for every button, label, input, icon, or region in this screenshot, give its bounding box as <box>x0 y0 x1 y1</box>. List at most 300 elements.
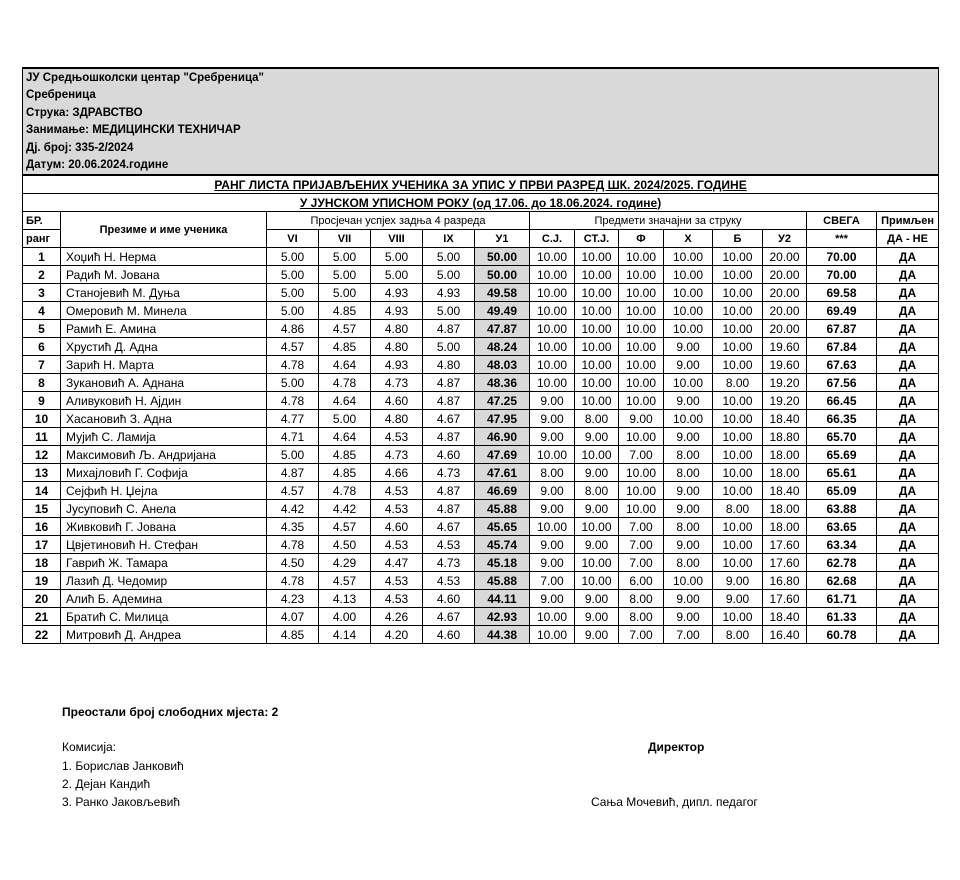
cell-h: 8.00 <box>664 464 713 482</box>
cell-u2: 18.00 <box>763 464 807 482</box>
cell-u1: 47.61 <box>475 464 530 482</box>
cell-u1: 45.65 <box>475 518 530 536</box>
cell-h: 10.00 <box>664 284 713 302</box>
col-rank-top: БР. <box>23 212 61 230</box>
cell-u2: 18.40 <box>763 482 807 500</box>
cell-name: Рамић Е. Амина <box>61 320 267 338</box>
cell-viii: 4.26 <box>371 608 423 626</box>
cell-b: 10.00 <box>713 536 763 554</box>
cell-b: 10.00 <box>713 338 763 356</box>
cell-sj: 9.00 <box>530 428 575 446</box>
doc-date: Датум: 20.06.2024.године <box>23 157 939 176</box>
cell-ix: 4.73 <box>423 554 475 572</box>
cell-vii: 4.00 <box>319 608 371 626</box>
table-row <box>23 356 939 374</box>
cell-rank: 15 <box>23 500 61 518</box>
cell-vii: 4.64 <box>319 392 371 410</box>
cell-rank: 20 <box>23 590 61 608</box>
cell-sj: 9.00 <box>530 392 575 410</box>
cell-ix: 4.53 <box>423 572 475 590</box>
cell-ix: 4.67 <box>423 518 475 536</box>
col-accepted-top: Примљен <box>877 212 939 230</box>
cell-vii: 5.00 <box>319 266 371 284</box>
cell-h: 9.00 <box>664 536 713 554</box>
cell-f: 10.00 <box>619 248 664 266</box>
table-row <box>23 320 939 338</box>
cell-accepted: ДА <box>877 284 939 302</box>
col-ix: IX <box>423 230 475 248</box>
cell-rank: 11 <box>23 428 61 446</box>
cell-sj: 9.00 <box>530 410 575 428</box>
cell-b: 10.00 <box>713 554 763 572</box>
cell-ix: 4.60 <box>423 590 475 608</box>
col-total-top: СВЕГА <box>807 212 877 230</box>
cell-u2: 19.20 <box>763 374 807 392</box>
cell-u2: 17.60 <box>763 554 807 572</box>
cell-sj: 9.00 <box>530 482 575 500</box>
cell-stj: 10.00 <box>575 302 619 320</box>
cell-b: 10.00 <box>713 266 763 284</box>
cell-u2: 20.00 <box>763 284 807 302</box>
cell-rank: 12 <box>23 446 61 464</box>
cell-vi: 4.78 <box>267 392 319 410</box>
cell-h: 9.00 <box>664 338 713 356</box>
city: Сребреница <box>23 87 939 105</box>
cell-u1: 49.58 <box>475 284 530 302</box>
cell-total: 67.84 <box>807 338 877 356</box>
cell-f: 8.00 <box>619 608 664 626</box>
cell-name: Митровић Д. Андреа <box>61 626 267 644</box>
cell-u1: 46.69 <box>475 482 530 500</box>
col-subj-group: Предмети значајни за струку <box>530 212 807 230</box>
cell-h: 8.00 <box>664 518 713 536</box>
cell-rank: 14 <box>23 482 61 500</box>
cell-h: 9.00 <box>664 500 713 518</box>
cell-u1: 44.11 <box>475 590 530 608</box>
occupation: Занимање: МЕДИЦИНСКИ ТЕХНИЧАР <box>23 122 939 140</box>
cell-sj: 9.00 <box>530 590 575 608</box>
cell-vi: 4.71 <box>267 428 319 446</box>
table-row <box>23 338 939 356</box>
cell-viii: 4.66 <box>371 464 423 482</box>
field: Струка: ЗДРАВСТВО <box>23 104 939 122</box>
cell-vii: 5.00 <box>319 248 371 266</box>
col-vi: VI <box>267 230 319 248</box>
cell-vii: 4.14 <box>319 626 371 644</box>
cell-accepted: ДА <box>877 320 939 338</box>
cell-rank: 9 <box>23 392 61 410</box>
cell-vi: 5.00 <box>267 284 319 302</box>
cell-b: 8.00 <box>713 626 763 644</box>
cell-stj: 9.00 <box>575 500 619 518</box>
cell-viii: 4.53 <box>371 590 423 608</box>
cell-total: 67.56 <box>807 374 877 392</box>
table-row <box>23 608 939 626</box>
cell-h: 10.00 <box>664 302 713 320</box>
cell-name: Омеровић М. Минела <box>61 302 267 320</box>
cell-name: Сејфић Н. Џејла <box>61 482 267 500</box>
cell-stj: 10.00 <box>575 248 619 266</box>
commission-member: 1. Борислав Јанковић <box>62 759 184 773</box>
cell-u1: 47.95 <box>475 410 530 428</box>
col-b: Б <box>713 230 763 248</box>
cell-b: 10.00 <box>713 302 763 320</box>
cell-rank: 18 <box>23 554 61 572</box>
cell-vi: 4.86 <box>267 320 319 338</box>
cell-total: 69.58 <box>807 284 877 302</box>
cell-u2: 17.60 <box>763 590 807 608</box>
cell-vii: 4.85 <box>319 464 371 482</box>
cell-accepted: ДА <box>877 338 939 356</box>
cell-stj: 10.00 <box>575 266 619 284</box>
cell-stj: 10.00 <box>575 392 619 410</box>
cell-stj: 10.00 <box>575 356 619 374</box>
cell-viii: 4.73 <box>371 374 423 392</box>
cell-ix: 5.00 <box>423 338 475 356</box>
cell-vii: 4.13 <box>319 590 371 608</box>
cell-viii: 4.53 <box>371 536 423 554</box>
cell-u2: 19.20 <box>763 392 807 410</box>
cell-u2: 16.40 <box>763 626 807 644</box>
cell-u2: 18.00 <box>763 518 807 536</box>
cell-u2: 18.00 <box>763 446 807 464</box>
cell-h: 9.00 <box>664 590 713 608</box>
table-row <box>23 500 939 518</box>
cell-f: 10.00 <box>619 284 664 302</box>
cell-name: Хоџић Н. Нерма <box>61 248 267 266</box>
cell-stj: 9.00 <box>575 428 619 446</box>
cell-u1: 48.24 <box>475 338 530 356</box>
cell-vii: 4.85 <box>319 446 371 464</box>
cell-rank: 5 <box>23 320 61 338</box>
cell-accepted: ДА <box>877 590 939 608</box>
cell-viii: 4.80 <box>371 410 423 428</box>
cell-viii: 4.93 <box>371 284 423 302</box>
cell-vi: 4.42 <box>267 500 319 518</box>
cell-ix: 4.87 <box>423 482 475 500</box>
cell-stj: 9.00 <box>575 626 619 644</box>
cell-viii: 4.53 <box>371 572 423 590</box>
cell-u1: 45.74 <box>475 536 530 554</box>
cell-vi: 4.85 <box>267 626 319 644</box>
table-title: РАНГ ЛИСТА ПРИЈАВЉЕНИХ УЧЕНИКА ЗА УПИС У ПРВИ РАЗРЕД ШК. 2024/2025. ГОДИНЕ <box>23 175 939 194</box>
cell-ix: 4.73 <box>423 464 475 482</box>
cell-ix: 4.67 <box>423 608 475 626</box>
cell-name: Аливуковић Н. Ајдин <box>61 392 267 410</box>
cell-stj: 9.00 <box>575 608 619 626</box>
cell-rank: 7 <box>23 356 61 374</box>
cell-rank: 21 <box>23 608 61 626</box>
cell-b: 10.00 <box>713 410 763 428</box>
cell-rank: 3 <box>23 284 61 302</box>
cell-ix: 4.53 <box>423 536 475 554</box>
cell-name: Алић Б. Адемина <box>61 590 267 608</box>
cell-sj: 10.00 <box>530 626 575 644</box>
cell-stj: 9.00 <box>575 464 619 482</box>
cell-stj: 10.00 <box>575 518 619 536</box>
cell-u2: 16.80 <box>763 572 807 590</box>
cell-f: 7.00 <box>619 626 664 644</box>
cell-stj: 10.00 <box>575 446 619 464</box>
cell-vi: 4.35 <box>267 518 319 536</box>
col-total-bottom: *** <box>807 230 877 248</box>
cell-f: 7.00 <box>619 446 664 464</box>
cell-ix: 4.60 <box>423 626 475 644</box>
cell-stj: 8.00 <box>575 482 619 500</box>
col-name: Презиме и име ученика <box>61 212 267 248</box>
cell-sj: 10.00 <box>530 374 575 392</box>
cell-total: 70.00 <box>807 266 877 284</box>
cell-u1: 45.88 <box>475 500 530 518</box>
cell-accepted: ДА <box>877 482 939 500</box>
col-accepted-bottom: ДА - НЕ <box>877 230 939 248</box>
cell-u1: 44.38 <box>475 626 530 644</box>
cell-vii: 4.78 <box>319 482 371 500</box>
cell-total: 61.71 <box>807 590 877 608</box>
cell-u1: 46.90 <box>475 428 530 446</box>
cell-accepted: ДА <box>877 518 939 536</box>
cell-b: 8.00 <box>713 374 763 392</box>
cell-accepted: ДА <box>877 248 939 266</box>
col-f: Ф <box>619 230 664 248</box>
cell-rank: 22 <box>23 626 61 644</box>
cell-vi: 5.00 <box>267 248 319 266</box>
cell-vii: 4.29 <box>319 554 371 572</box>
cell-f: 8.00 <box>619 590 664 608</box>
cell-vii: 5.00 <box>319 284 371 302</box>
cell-vi: 4.23 <box>267 590 319 608</box>
col-vii: VII <box>319 230 371 248</box>
institution-name: ЈУ Средњошколски центар "Сребреница" <box>23 68 939 87</box>
cell-viii: 4.80 <box>371 320 423 338</box>
col-u1: У1 <box>475 230 530 248</box>
table-row <box>23 392 939 410</box>
director-label: Директор <box>648 740 705 754</box>
cell-ix: 4.87 <box>423 374 475 392</box>
cell-vi: 4.57 <box>267 482 319 500</box>
cell-name: Цвјетиновић Н. Стефан <box>61 536 267 554</box>
cell-name: Гаврић Ж. Тамара <box>61 554 267 572</box>
cell-sj: 9.00 <box>530 554 575 572</box>
cell-sj: 10.00 <box>530 284 575 302</box>
cell-total: 63.65 <box>807 518 877 536</box>
cell-vi: 5.00 <box>267 446 319 464</box>
cell-stj: 8.00 <box>575 410 619 428</box>
cell-f: 10.00 <box>619 302 664 320</box>
cell-accepted: ДА <box>877 266 939 284</box>
commission-member: 3. Ранко Јаковљевић <box>62 795 181 809</box>
cell-vi: 4.87 <box>267 464 319 482</box>
cell-rank: 8 <box>23 374 61 392</box>
cell-sj: 10.00 <box>530 248 575 266</box>
cell-rank: 19 <box>23 572 61 590</box>
cell-rank: 2 <box>23 266 61 284</box>
cell-total: 69.49 <box>807 302 877 320</box>
cell-vi: 5.00 <box>267 302 319 320</box>
table-row <box>23 284 939 302</box>
cell-h: 10.00 <box>664 410 713 428</box>
cell-vii: 4.57 <box>319 572 371 590</box>
cell-b: 10.00 <box>713 356 763 374</box>
cell-ix: 4.60 <box>423 446 475 464</box>
cell-u1: 50.00 <box>475 266 530 284</box>
cell-vii: 4.85 <box>319 302 371 320</box>
cell-total: 62.68 <box>807 572 877 590</box>
col-rank-bottom: ранг <box>23 230 61 248</box>
cell-h: 9.00 <box>664 356 713 374</box>
cell-sj: 10.00 <box>530 356 575 374</box>
cell-stj: 10.00 <box>575 338 619 356</box>
cell-vii: 4.57 <box>319 518 371 536</box>
cell-total: 62.78 <box>807 554 877 572</box>
cell-b: 10.00 <box>713 392 763 410</box>
cell-accepted: ДА <box>877 608 939 626</box>
ranking-table <box>22 67 939 644</box>
commission-label: Комисија: <box>62 740 116 754</box>
cell-total: 65.70 <box>807 428 877 446</box>
cell-b: 8.00 <box>713 500 763 518</box>
cell-vii: 4.64 <box>319 356 371 374</box>
cell-viii: 4.73 <box>371 446 423 464</box>
cell-f: 10.00 <box>619 320 664 338</box>
cell-ix: 4.87 <box>423 500 475 518</box>
cell-name: Хрустић Д. Адна <box>61 338 267 356</box>
cell-vi: 4.78 <box>267 356 319 374</box>
cell-vi: 5.00 <box>267 266 319 284</box>
cell-vii: 4.50 <box>319 536 371 554</box>
cell-name: Радић М. Јована <box>61 266 267 284</box>
col-u2: У2 <box>763 230 807 248</box>
cell-total: 63.88 <box>807 500 877 518</box>
cell-u2: 18.00 <box>763 500 807 518</box>
cell-b: 10.00 <box>713 320 763 338</box>
cell-u1: 48.36 <box>475 374 530 392</box>
cell-h: 9.00 <box>664 482 713 500</box>
table-row <box>23 518 939 536</box>
cell-h: 10.00 <box>664 248 713 266</box>
cell-ix: 4.80 <box>423 356 475 374</box>
cell-name: Михајловић Г. Софија <box>61 464 267 482</box>
cell-viii: 4.53 <box>371 482 423 500</box>
table-row <box>23 464 939 482</box>
cell-total: 65.61 <box>807 464 877 482</box>
table-row <box>23 410 939 428</box>
cell-f: 7.00 <box>619 554 664 572</box>
cell-viii: 4.80 <box>371 338 423 356</box>
cell-total: 66.45 <box>807 392 877 410</box>
cell-stj: 10.00 <box>575 554 619 572</box>
col-stj: СТ.Ј. <box>575 230 619 248</box>
cell-sj: 7.00 <box>530 572 575 590</box>
cell-accepted: ДА <box>877 374 939 392</box>
cell-vi: 4.77 <box>267 410 319 428</box>
cell-total: 65.09 <box>807 482 877 500</box>
cell-accepted: ДА <box>877 572 939 590</box>
cell-ix: 4.87 <box>423 428 475 446</box>
cell-ix: 5.00 <box>423 266 475 284</box>
cell-accepted: ДА <box>877 302 939 320</box>
cell-viii: 4.93 <box>371 302 423 320</box>
cell-u1: 47.25 <box>475 392 530 410</box>
table-row <box>23 302 939 320</box>
cell-stj: 10.00 <box>575 284 619 302</box>
table-row <box>23 572 939 590</box>
cell-rank: 4 <box>23 302 61 320</box>
col-viii: VIII <box>371 230 423 248</box>
cell-u2: 20.00 <box>763 248 807 266</box>
cell-f: 10.00 <box>619 356 664 374</box>
cell-u2: 18.40 <box>763 410 807 428</box>
cell-f: 10.00 <box>619 374 664 392</box>
cell-f: 9.00 <box>619 410 664 428</box>
cell-f: 7.00 <box>619 536 664 554</box>
doc-number: Дј. број: 335-2/2024 <box>23 139 939 157</box>
cell-f: 10.00 <box>619 500 664 518</box>
cell-total: 61.33 <box>807 608 877 626</box>
cell-b: 10.00 <box>713 428 763 446</box>
cell-rank: 13 <box>23 464 61 482</box>
cell-b: 10.00 <box>713 608 763 626</box>
table-row <box>23 482 939 500</box>
table-row <box>23 374 939 392</box>
cell-sj: 8.00 <box>530 464 575 482</box>
cell-f: 10.00 <box>619 464 664 482</box>
cell-accepted: ДА <box>877 428 939 446</box>
cell-accepted: ДА <box>877 464 939 482</box>
cell-sj: 10.00 <box>530 518 575 536</box>
cell-sj: 10.00 <box>530 320 575 338</box>
cell-viii: 4.47 <box>371 554 423 572</box>
cell-h: 10.00 <box>664 572 713 590</box>
cell-viii: 4.93 <box>371 356 423 374</box>
cell-u1: 47.69 <box>475 446 530 464</box>
cell-rank: 1 <box>23 248 61 266</box>
cell-name: Станојевић М. Дуња <box>61 284 267 302</box>
cell-name: Зукановић А. Аднана <box>61 374 267 392</box>
cell-ix: 4.87 <box>423 320 475 338</box>
cell-rank: 6 <box>23 338 61 356</box>
table-subtitle: У ЈУНСКОМ УПИСНОМ РОКУ (од 17.06. до 18.06.2024. године) <box>23 194 939 212</box>
cell-h: 9.00 <box>664 392 713 410</box>
cell-name: Живковић Г. Јована <box>61 518 267 536</box>
table-row <box>23 428 939 446</box>
cell-u2: 19.60 <box>763 338 807 356</box>
cell-vi: 4.78 <box>267 572 319 590</box>
cell-sj: 9.00 <box>530 500 575 518</box>
table-row <box>23 554 939 572</box>
cell-total: 63.34 <box>807 536 877 554</box>
cell-vi: 4.78 <box>267 536 319 554</box>
cell-b: 10.00 <box>713 248 763 266</box>
cell-name: Зарић Н. Марта <box>61 356 267 374</box>
cell-u1: 45.88 <box>475 572 530 590</box>
cell-sj: 10.00 <box>530 446 575 464</box>
cell-viii: 4.60 <box>371 518 423 536</box>
cell-ix: 4.67 <box>423 410 475 428</box>
cell-u2: 19.60 <box>763 356 807 374</box>
cell-accepted: ДА <box>877 356 939 374</box>
cell-u1: 42.93 <box>475 608 530 626</box>
cell-b: 10.00 <box>713 464 763 482</box>
cell-viii: 5.00 <box>371 248 423 266</box>
table-row <box>23 446 939 464</box>
cell-total: 60.78 <box>807 626 877 644</box>
cell-h: 8.00 <box>664 554 713 572</box>
cell-h: 7.00 <box>664 626 713 644</box>
cell-vi: 5.00 <box>267 374 319 392</box>
cell-u2: 18.40 <box>763 608 807 626</box>
cell-u2: 20.00 <box>763 302 807 320</box>
